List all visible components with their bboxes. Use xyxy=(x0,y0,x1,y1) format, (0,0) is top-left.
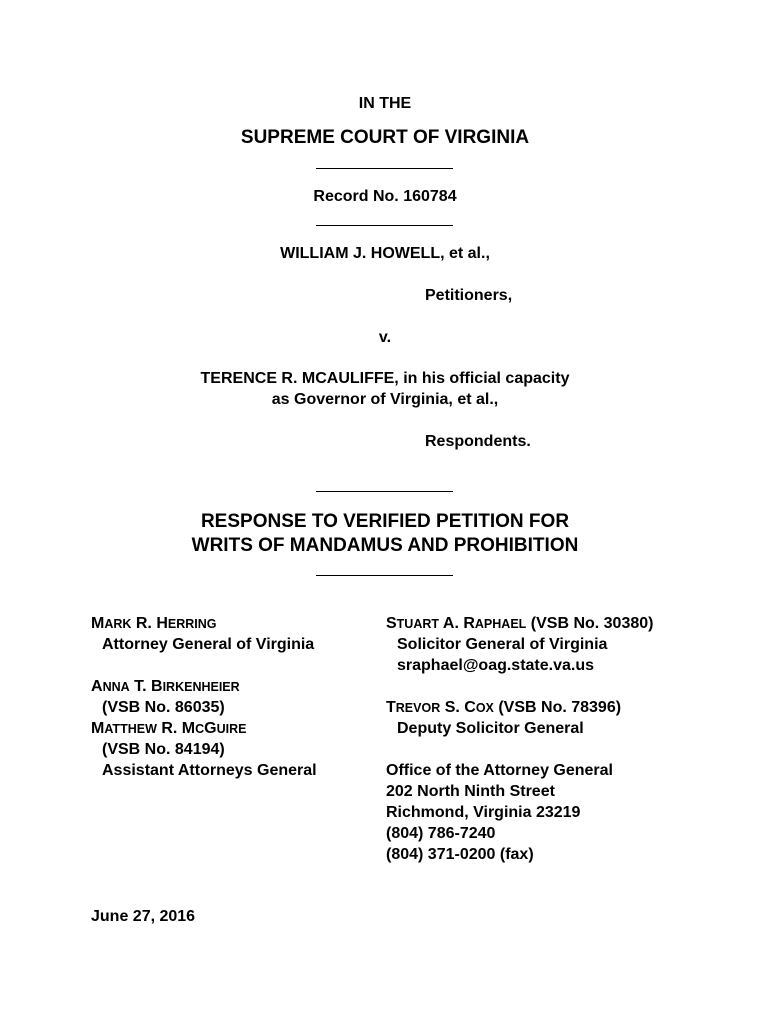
office-phone: (804) 786-7240 xyxy=(386,825,496,842)
filing-date: June 27, 2016 xyxy=(91,908,196,925)
counsel-birkenheier-name: ANNA T. BIRKENHEIER xyxy=(91,678,240,695)
petitioner-role: Petitioners, xyxy=(425,287,513,304)
counsel-herring-name: MARK R. HERRING xyxy=(91,615,217,632)
office-city: Richmond, Virginia 23219 xyxy=(386,804,581,821)
petitioner-name: WILLIAM J. HOWELL, et al., xyxy=(280,245,490,262)
office-street: 202 North Ninth Street xyxy=(386,783,555,800)
divider xyxy=(316,575,453,576)
counsel-raphael-name: STUART A. RAPHAEL (VSB No. 30380) xyxy=(386,615,654,632)
respondent-line-1: TERENCE R. MCAULIFFE, in his official capacity xyxy=(200,370,570,387)
versus: v. xyxy=(378,329,392,346)
counsel-assistants-title: Assistant Attorneys General xyxy=(102,762,317,779)
office-name: Office of the Attorney General xyxy=(386,762,613,779)
counsel-birkenheier-vsb: (VSB No. 86035) xyxy=(102,699,225,716)
document-title-line-2: WRITS OF MANDAMUS AND PROHIBITION xyxy=(191,535,579,556)
counsel-mcguire-name: MATTHEW R. MCGUIRE xyxy=(91,720,247,737)
respondent-role: Respondents. xyxy=(425,433,531,450)
divider xyxy=(316,168,453,169)
divider xyxy=(316,491,453,492)
counsel-cox-title: Deputy Solicitor General xyxy=(397,720,584,737)
counsel-herring-title: Attorney General of Virginia xyxy=(102,636,315,653)
court-prefix: IN THE xyxy=(358,95,412,112)
document-title-line-1: RESPONSE TO VERIFIED PETITION FOR xyxy=(200,511,570,532)
counsel-raphael-title: Solicitor General of Virginia xyxy=(397,636,608,653)
counsel-mcguire-vsb: (VSB No. 84194) xyxy=(102,741,225,758)
counsel-cox-name: TREVOR S. COX (VSB No. 78396) xyxy=(386,699,622,716)
record-number: Record No. 160784 xyxy=(313,188,457,205)
divider xyxy=(316,225,453,226)
respondent-line-2: as Governor of Virginia, et al., xyxy=(271,391,499,408)
counsel-raphael-email: sraphael@oag.state.va.us xyxy=(397,657,595,674)
court-name: SUPREME COURT OF VIRGINIA xyxy=(240,127,530,148)
office-fax: (804) 371-0200 (fax) xyxy=(386,846,534,863)
